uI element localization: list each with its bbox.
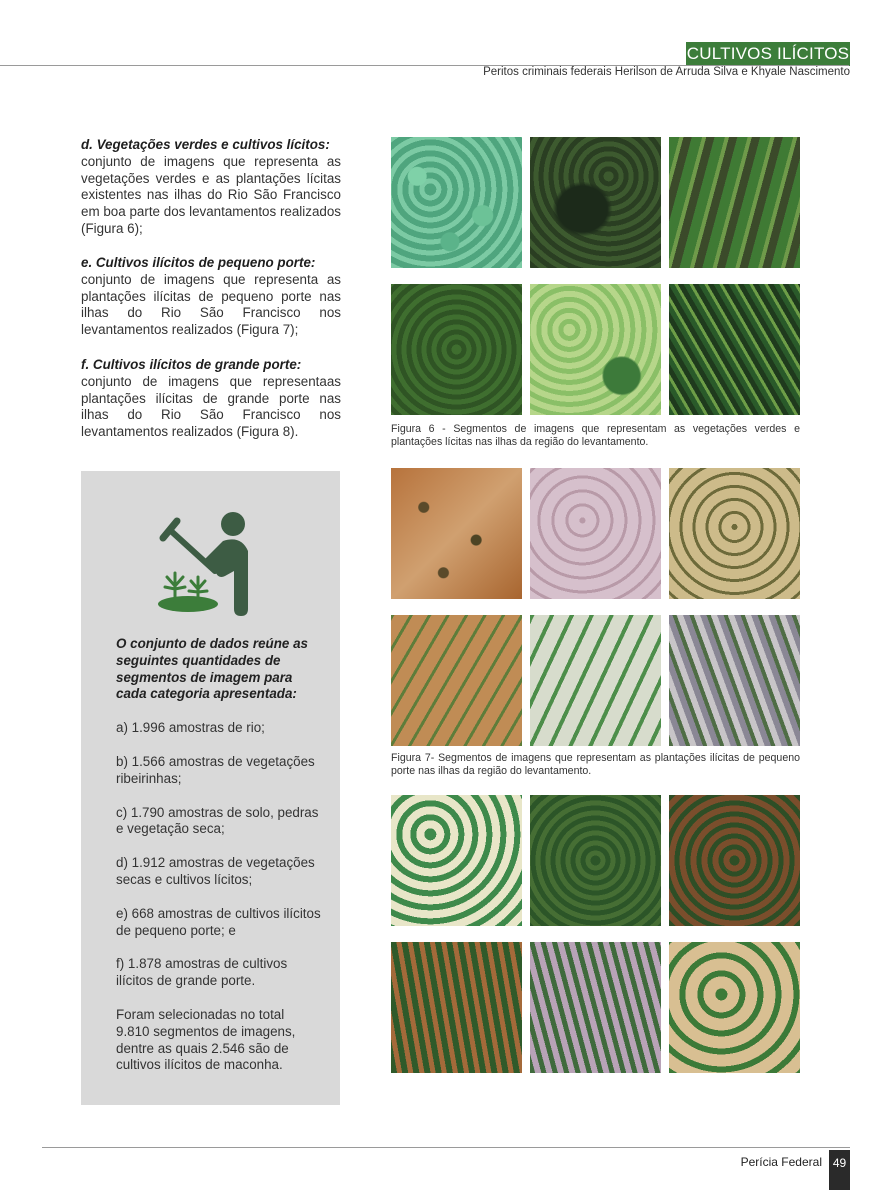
- list-item: a) 1.996 amostras de rio;: [116, 720, 265, 736]
- fig6-image-4: [391, 284, 522, 415]
- figure-8: [391, 795, 800, 1073]
- list-item: e) 668 amostras de cultivos ilícitos de pequeno porte; e: [116, 905, 321, 938]
- fig7-image-4: [391, 615, 522, 746]
- fig6-image-6: [669, 284, 800, 415]
- page-number: 49: [829, 1150, 850, 1190]
- fig6-image-5: [530, 284, 661, 415]
- section-tag: CULTIVOS ILÍCITOS: [686, 42, 850, 66]
- figure-6: [391, 137, 800, 415]
- item-f: [81, 357, 341, 441]
- dataset-total: Foram selecionadas no total 9.810 segmentos de imagens, dentre as quais 2.546 são de cultivos ilícitos de maconha.: [116, 1006, 296, 1073]
- list-item: c) 1.790 amostras de solo, pedras e vegetação seca;: [116, 804, 319, 837]
- list-item: b) 1.566 amostras de vegetações ribeirinhas;: [116, 753, 315, 786]
- authors-line: Peritos criminais federais Herilson de Arruda Silva e Khyale Nascimento: [483, 66, 850, 78]
- fig6-image-3: [669, 137, 800, 268]
- item-e: [81, 255, 341, 339]
- fig8-image-5: [530, 942, 661, 1073]
- item-f-text: conjunto de imagens que representaas plantações ilícitas de grande porte nas ilhas do Rio São Francisco nos levantamentos realizados (Figura 8).: [81, 373, 341, 440]
- fig8-image-3: [669, 795, 800, 926]
- fig8-image-6: [669, 942, 800, 1073]
- fig8-image-4: [391, 942, 522, 1073]
- farmer-cultivating-cannabis-icon: [153, 491, 273, 616]
- item-f-heading: f. Cultivos ilícitos de grande porte:: [81, 357, 302, 372]
- item-d-text: conjunto de imagens que representa as vegetações verdes e as plantações lícitas existentes nas ilhas do Rio São Francisco em boa parte dos levantamentos realizados (Figura 6);: [81, 153, 341, 236]
- item-e-text: conjunto de imagens que representa as plantações ilícitas de pequeno porte nas ilhas do Rio São Francisco nos levantamentos realizados (Figura 7);: [81, 271, 341, 338]
- magazine-title: Perícia Federal: [740, 1155, 822, 1169]
- list-item: d) 1.912 amostras de vegetações secas e cultivos lícitos;: [116, 855, 315, 887]
- item-d-heading: d. Vegetações verdes e cultivos lícitos:: [81, 137, 330, 152]
- fig7-image-2: [530, 468, 661, 599]
- fig7-image-5: [530, 615, 661, 746]
- fig7-image-6: [669, 615, 800, 746]
- figure-6-caption: Figura 6 - Segmentos de imagens que representam as vegetações verdes e plantações lícitas nas ilhas da região do levantamento.: [391, 423, 800, 448]
- figure-7: [391, 468, 800, 746]
- fig6-image-1: [391, 137, 522, 268]
- fig7-image-3: [669, 468, 800, 599]
- figure-7-caption: Figura 7- Segmentos de imagens que representam as plantações ilícitas de pequeno porte nas ilhas da região do levantamento.: [391, 752, 800, 777]
- fig8-image-2: [530, 795, 661, 926]
- footer-rule: [42, 1147, 850, 1148]
- dataset-summary-text: [116, 636, 321, 1091]
- fig7-image-1: [391, 468, 522, 599]
- fig8-image-1: [391, 795, 522, 926]
- dataset-summary-box: [81, 471, 340, 1105]
- dataset-intro: O conjunto de dados reúne as seguintes quantidades de segmentos de imagem para cada categoria apresentada:: [116, 636, 308, 702]
- list-item: f) 1.878 amostras de cultivos ilícitos de grande porte.: [116, 956, 288, 989]
- fig6-image-2: [530, 137, 661, 268]
- item-e-heading: e. Cultivos ilícitos de pequeno porte:: [81, 255, 316, 270]
- item-d: [81, 137, 341, 238]
